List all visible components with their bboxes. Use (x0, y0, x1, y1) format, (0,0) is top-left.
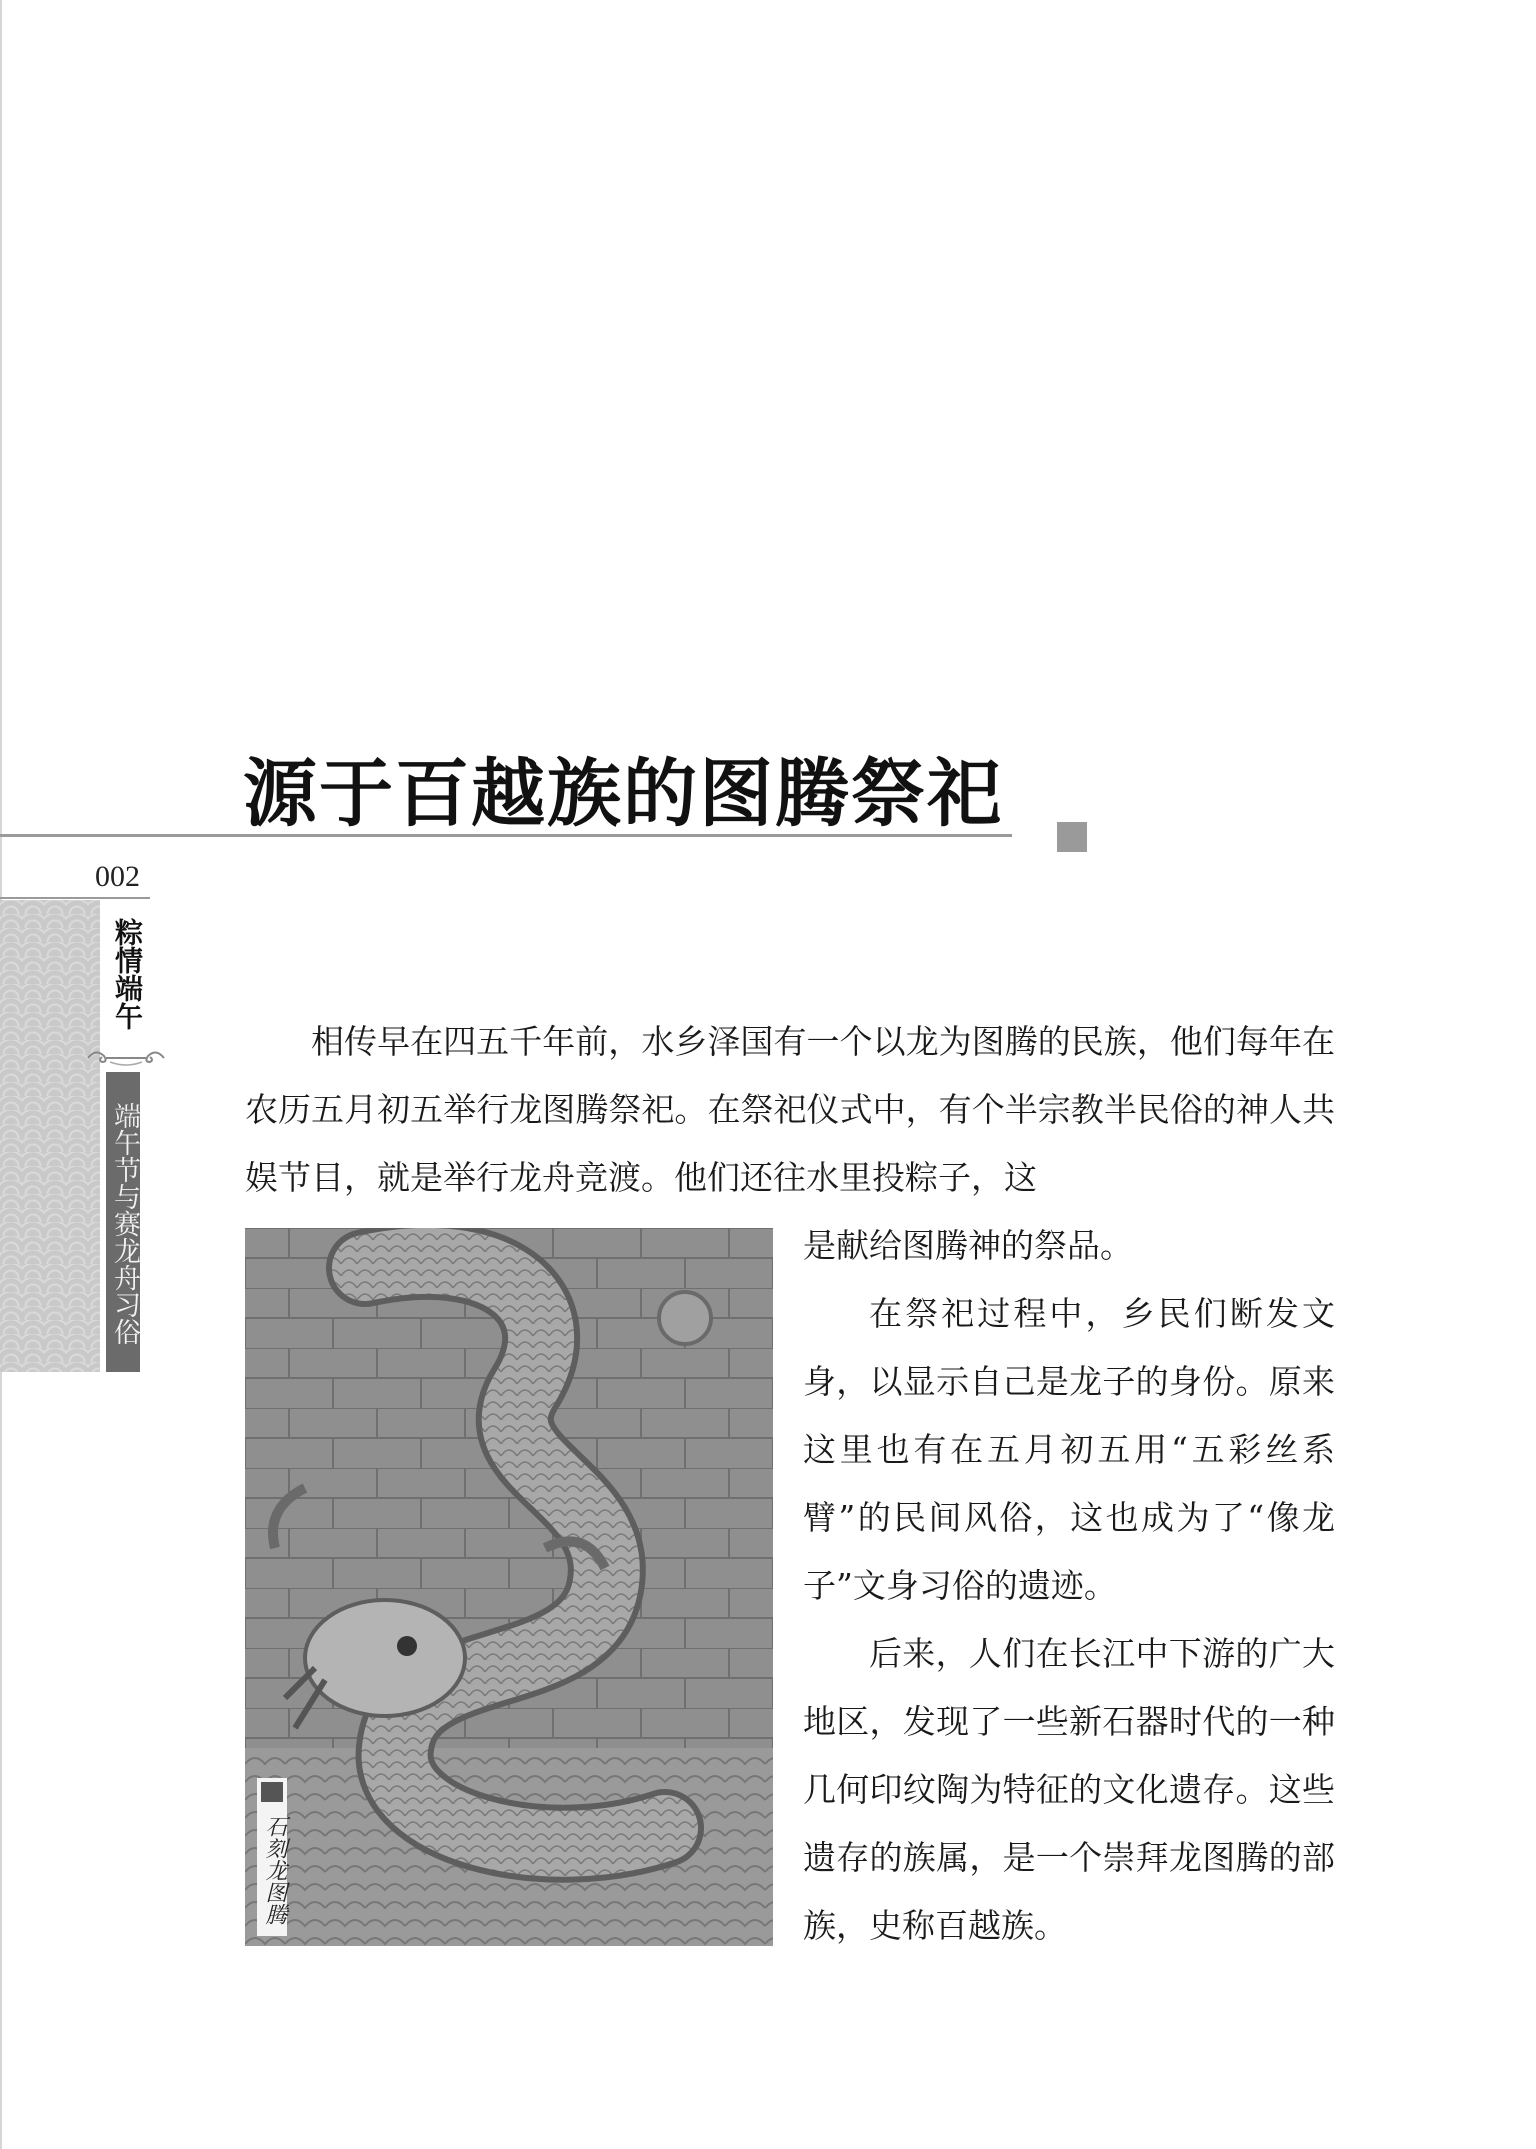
paragraph-1: 相传早在四五千年前，水乡泽国有一个以龙为图腾的民族，他们每年在农历五月初五举行龙图腾祭祀。在祭祀仪式中，有个半宗教半民俗的神人共娱节目，就是举行龙舟竞渡。他们还往水里投粽子，这 (245, 1022, 1335, 1197)
side-tab-pattern (0, 900, 100, 1372)
side-book-title: 粽情端午 (111, 918, 144, 1030)
figure-caption: 石刻龙图腾 (262, 1815, 287, 1925)
dragon-relief-photo (245, 1228, 773, 1946)
side-section-title: 端午节与赛龙舟习俗 (109, 1101, 140, 1345)
paragraph-1-continued: 是献给图腾神的祭品。 (803, 1226, 1133, 1265)
page-number: 002 (95, 860, 140, 893)
chapter-title: 源于百越族的图腾祭祀 (243, 751, 1003, 837)
paragraph-3: 后来，人们在长江中下游的广大地区，发现了一些新石器时代的一种几何印纹陶为特征的文化遗存。这些遗存的族属，是一个崇拜龙图腾的部族，史称百越族。 (803, 1634, 1335, 1945)
page-number-rule (0, 897, 150, 899)
paragraph-2: 在祭祀过程中，乡民们断发文身，以显示自己是龙子的身份。原来这里也有在五月初五用“五彩丝系臂”的民间风俗，这也成为了“像龙子”文身习俗的遗迹。 (803, 1294, 1335, 1605)
title-square-ornament (1057, 822, 1087, 852)
scroll-ornament-icon (86, 1046, 166, 1070)
title-rule (0, 834, 1012, 837)
caption-marker (261, 1782, 283, 1802)
dragon-relief-image (245, 1228, 773, 1946)
